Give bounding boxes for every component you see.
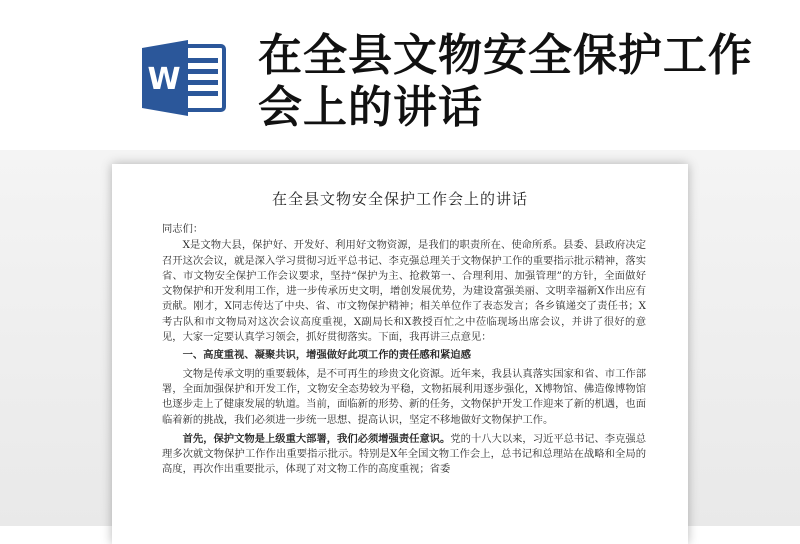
- word-doc-icon: [140, 36, 226, 118]
- document-title: 在全县文物安全保护工作会上的讲话: [271, 190, 528, 208]
- header-banner: [0, 0, 800, 150]
- point-paragraph: [162, 432, 646, 478]
- body-paragraph: X是文物大县，保护好、开发好、利用好文物资源，是我们的职责所在、使命所系。县委、县政府决定召开这次会议，就是深入学习贯彻习近平总书记、李克强总理关于文物保护工作的重要指示批示精神，落实省、市文物安全保护工作会议要求，坚持“保护为主、抢救第一、合理利用、加强管理”的方针，全面做好文物保护和开发利用工作，进一步传承历史文明，增创发展优势，为建设富强美丽、文明幸福新X作出应有贡献。刚才，X同志传达了中央、省、市文物保护精神；相关单位作了表态发言；各乡镇递交了责任书；X考古队和市文物局对这次会议高度重视，X副局长和X教授百忙之中莅临现场出席会议，并讲了很好的意见，大家一定要认真学习领会，抓好贯彻落实。下面，我再讲三点意见：: [162, 239, 646, 344]
- section-heading: 一、高度重视、凝聚共识，增强做好此项工作的责任感和紧迫感: [182, 349, 471, 362]
- page-title: 在全县文物安全保护工作会上的讲话: [258, 30, 753, 133]
- point-lead: 首先，保护文物是上级重大部署，我们必须增强责任意识。: [182, 432, 451, 445]
- document-body: [162, 222, 646, 478]
- body-paragraph: 文物是传承文明的重要载体，是不可再生的珍贵文化资源。近年来，我县认真落实国家和省、市工作部署，全面加强保护和开发工作，文物安全态势较为平稳，文物拓展利用逐步强化，X博物馆、佛造像博物馆也逐步走上了健康发展的轨道。当前，面临新的形势、新的任务，文物保护开发工作迎来了新的机遇，也面临着新的挑战，我们必须进一步统一思想、提高认识，坚定不移地做好文物保护工作。: [162, 367, 646, 426]
- word-icon-letter: W: [147, 62, 181, 97]
- document-page: [112, 164, 688, 544]
- point-text: 党的十八大以来，习近平总书记、李克强总理多次就文物保护工作作出重要指示批示。特别是X年全国文物工作会上，总书记和总理站在战略和全局的高度，再次作出重要批示，体现了对文物工作的高度重视；省委: [162, 432, 647, 476]
- greeting: 同志们：: [162, 223, 204, 235]
